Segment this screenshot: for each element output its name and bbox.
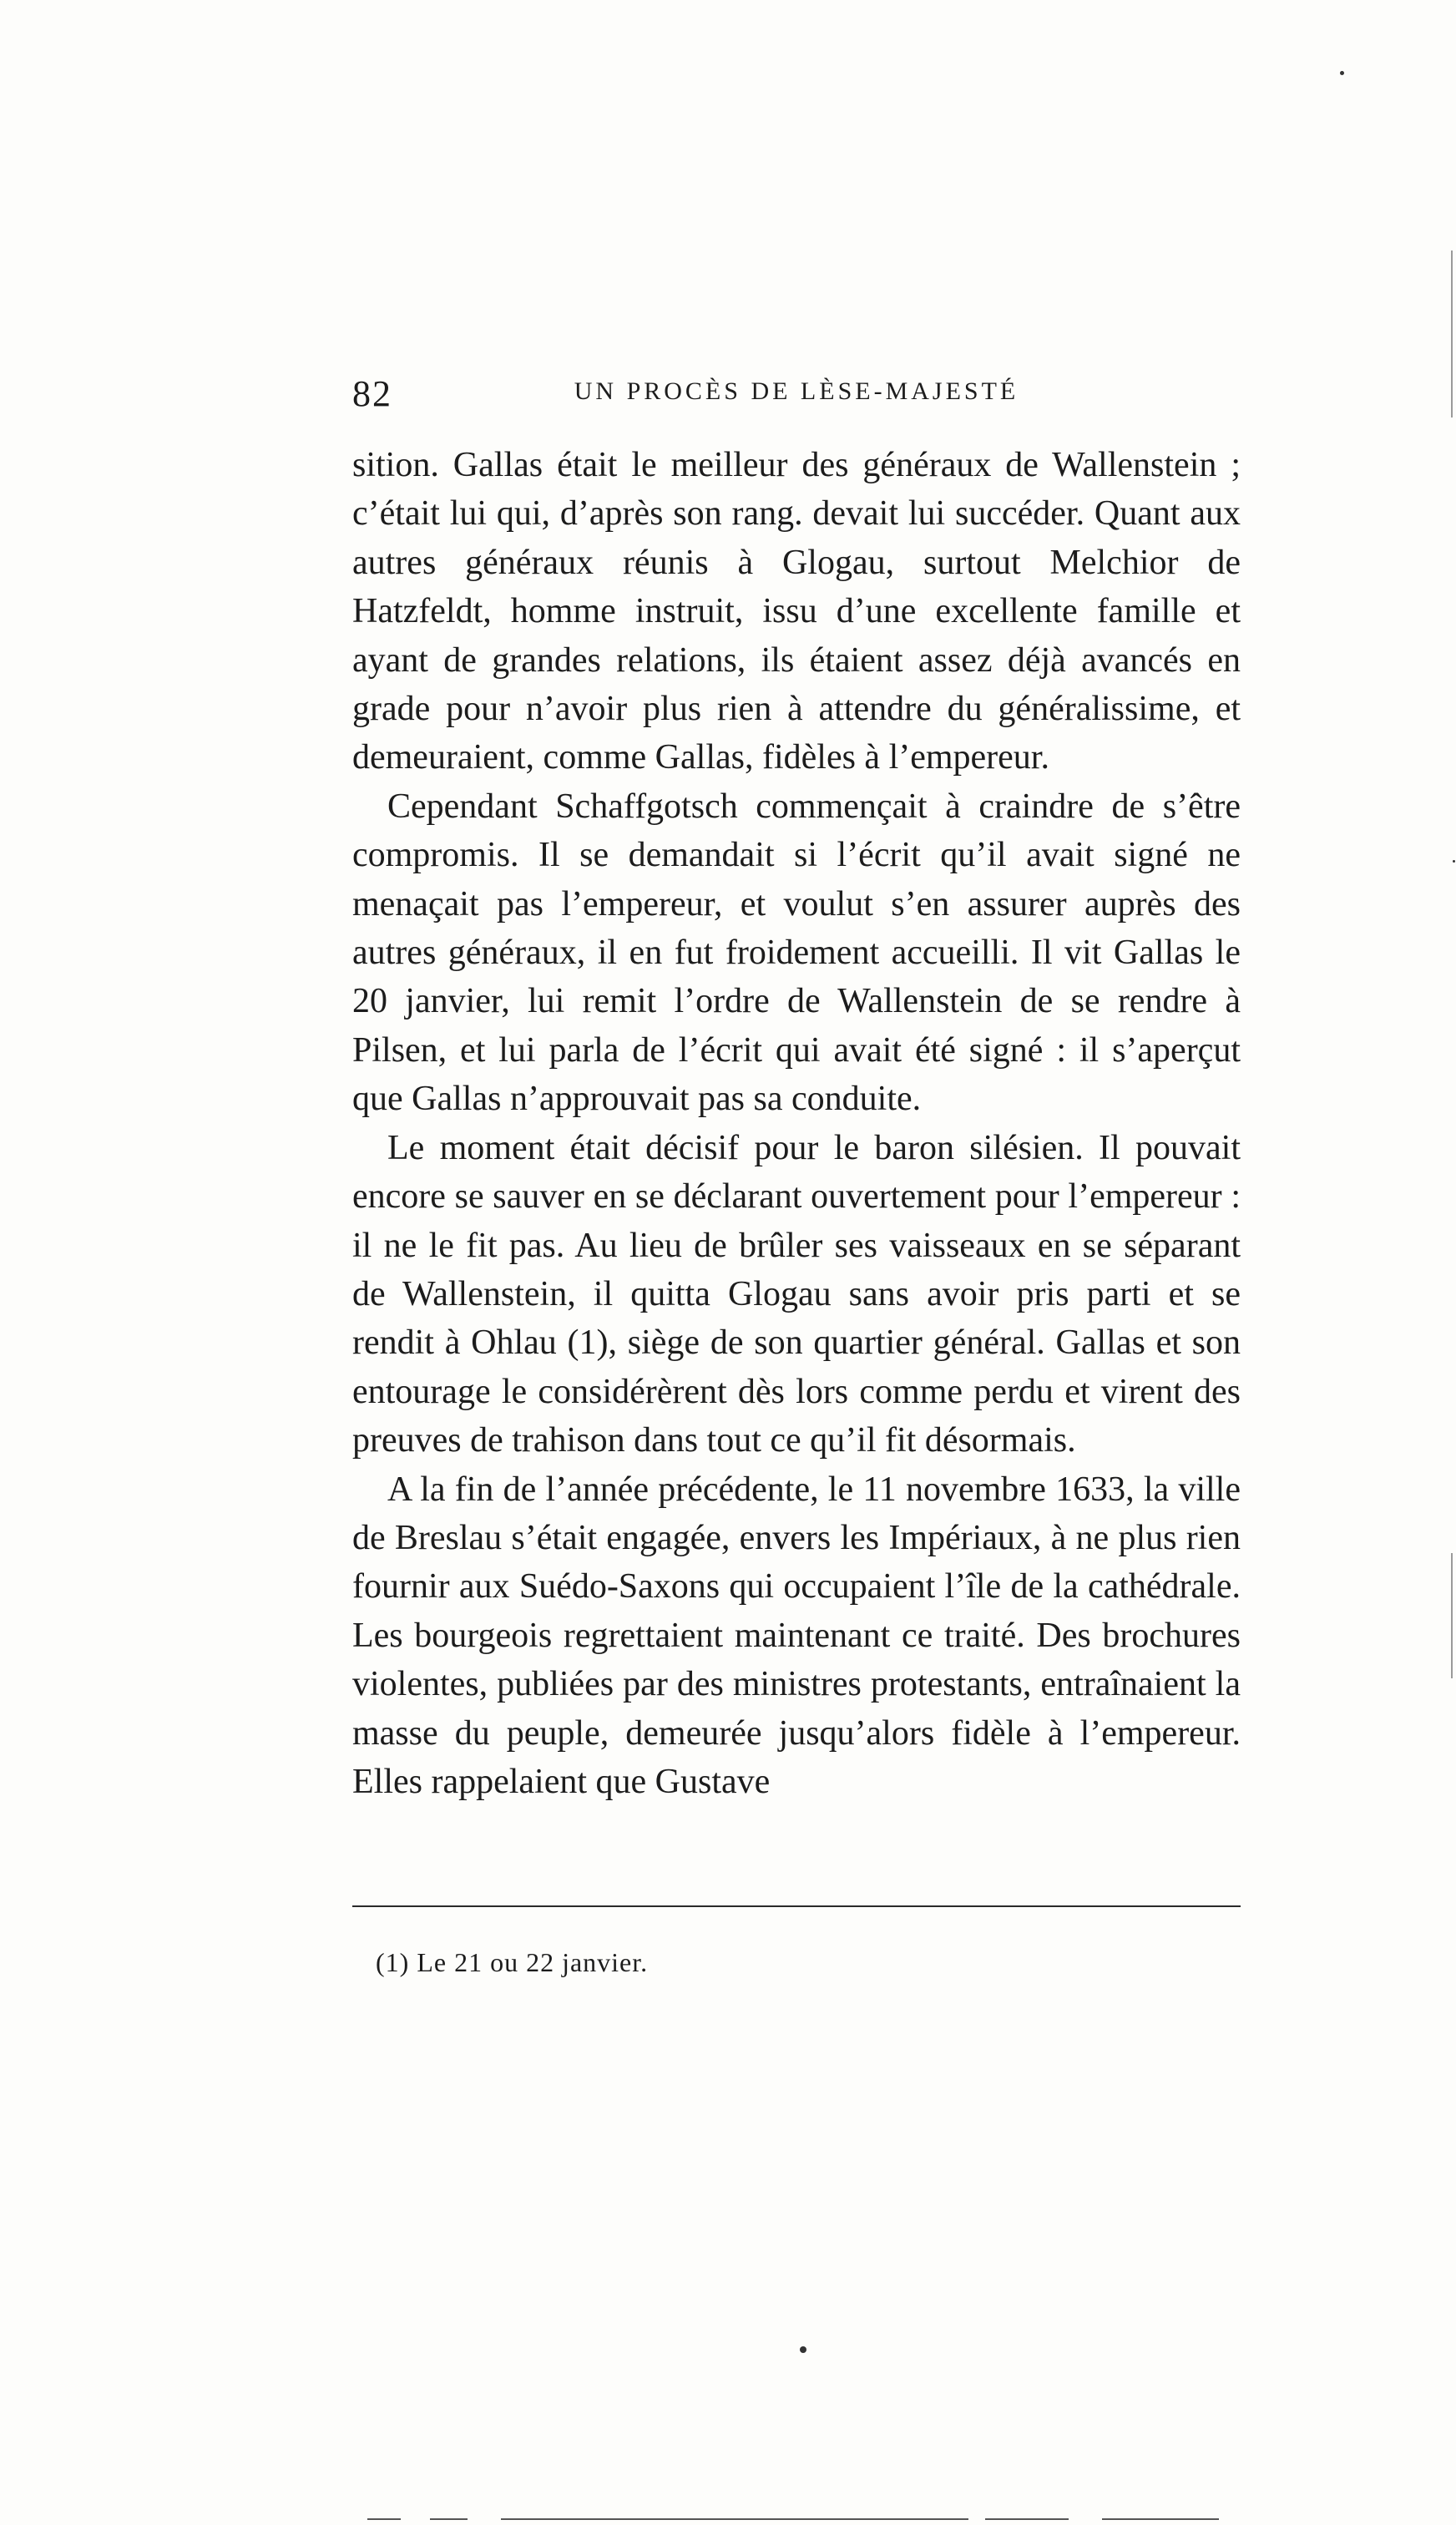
scan-dash — [1102, 2518, 1219, 2520]
scan-dash — [985, 2518, 1069, 2520]
scan-speck — [800, 2346, 806, 2353]
running-head — [352, 372, 1241, 423]
footnote-rule — [352, 1905, 1241, 1907]
scan-margin-line — [1451, 1553, 1453, 1678]
scan-speck — [1340, 71, 1344, 75]
paragraph-3: Le moment était décisif pour le baron silésien. Il pouvait encore se sauver en se déclarant ouvertement pour l’empereur : il ne le fit pas. Au lieu de brûler ses vaisseaux en se séparant de Wallenstein, il quitta Glogau sans avoir pris parti et se rendit à Ohlau (1), siège de son quartier général. Gallas et son entourage le considérèrent dès lors comme perdu et virent des preuves de trahison dans tout ce qu’il fit désormais. — [352, 1128, 1241, 1460]
paragraph-4: A la fin de l’année précédente, le 11 novembre 1633, la ville de Breslau s’était engagée, envers les Impériaux, à ne plus rien fournir aux Suédo-Saxons qui occupaient l’île de la cathédrale. Les bourgeois regrettaient maintenant ce traité. Des brochures violentes, publiées par des ministres protestants, entraînaient la masse du peuple, demeurée jusqu’alors fidèle à l’empereur. Elles rappelaient que Gustave — [352, 1470, 1241, 1801]
scan-dash — [501, 2518, 968, 2520]
scan-margin-line — [1451, 250, 1453, 417]
page-number: 82 — [352, 373, 392, 414]
scan-dash — [367, 2518, 401, 2520]
footnote: (1) Le 21 ou 22 janvier. — [376, 1947, 649, 1977]
paragraph-2: Cependant Schaffgotsch commençait à craindre de s’être compromis. Il se demandait si l’écrit qu’il avait signé ne menaçait pas l’empereur, et voulut s’en assurer auprès des autres généraux, il en fut froidement accueilli. Il vit Gallas le 20 janvier, lui remit l’ordre de Wallenstein de se rendre à Pilsen, et lui parla de l’écrit qui avait été signé : il s’aperçut que Gallas n’approuvait pas sa conduite. — [352, 787, 1241, 1119]
body-text — [352, 441, 1241, 1806]
paragraph-1: sition. Gallas était le meilleur des généraux de Wallenstein ; c’était lui qui, d’après son rang. devait lui succéder. Quant aux autres généraux réunis à Glogau, surtout Melchior de Hatzfeldt, homme instruit, issu d’une excellente famille et ayant de grandes relations, ils étaient assez déjà avancés en grade pour n’avoir plus rien à attendre du généralissime, et demeuraient, comme Gallas, fidèles à l’empereur. — [352, 446, 1241, 777]
running-title: UN PROCÈS DE LÈSE-MAJESTÉ — [574, 377, 1019, 405]
scan-dash — [430, 2518, 468, 2520]
scan-speck — [1453, 860, 1455, 863]
